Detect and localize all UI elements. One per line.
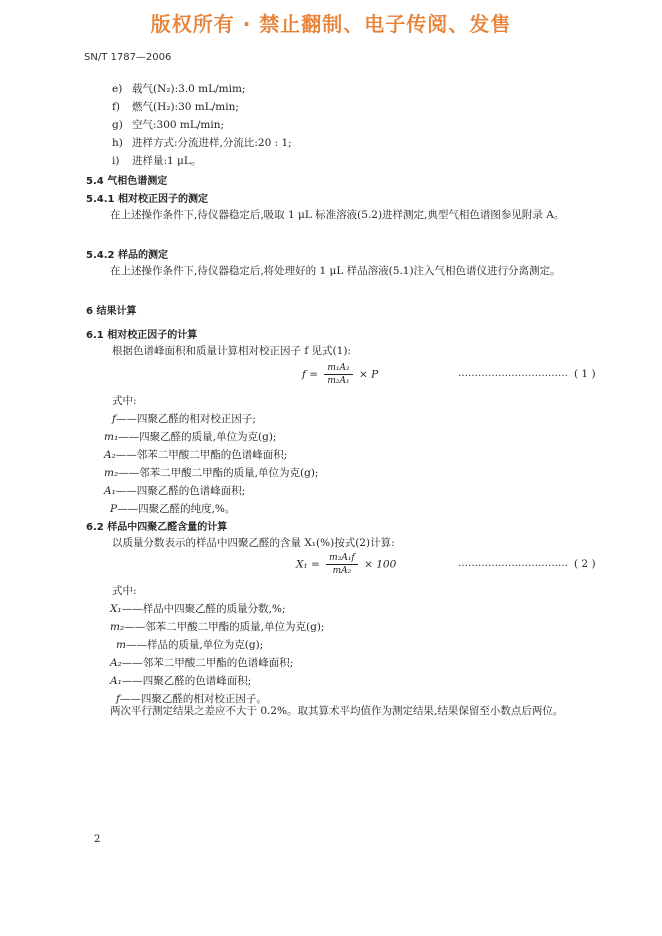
formula-1-denominator: m₂A₁ xyxy=(327,376,350,386)
definition-1-a2: A₂——邻苯二甲酸二甲酯的色谱峰面积; xyxy=(104,449,288,461)
section-heading-5-4-1: 5.4.1 相对校正因子的测定 xyxy=(86,194,208,205)
section-heading-6: 6 结果计算 xyxy=(86,306,137,317)
copyright-banner: 版权所有 · 禁止翻制、电子传阅、发售 xyxy=(150,12,512,36)
where-label-1: 式中: xyxy=(112,395,137,407)
formula-1-lhs: f = xyxy=(302,368,319,381)
definition-1-p: P——四聚乙醛的纯度,%。 xyxy=(110,503,236,515)
definition-1-m1: m₁——四聚乙醛的质量,单位为克(g); xyxy=(104,431,277,443)
paragraph-6-1: 根据色谱峰面积和质量计算相对校正因子 f 见式(1): xyxy=(112,345,351,357)
condition-text-e: 载气(N₂):3.0 mL/mim; xyxy=(132,83,246,95)
formula-2-denominator: mA₂ xyxy=(332,566,352,576)
standard-id: SN/T 1787—2006 xyxy=(84,52,172,63)
definition-2-m: m——样品的质量,单位为克(g); xyxy=(116,639,264,651)
condition-text-h: 进样方式:分流进样,分流比:20 : 1; xyxy=(132,137,292,149)
formula-2-number: ( 2 ) xyxy=(574,558,596,570)
definition-1-m2: m₂——邻苯二甲酸二甲酯的质量,单位为克(g); xyxy=(104,467,319,479)
formula-1-numerator: m₁A₂ xyxy=(324,362,352,375)
paragraph-final: 两次平行测定结果之差应不大于 0.2%。取其算术平均值作为测定结果,结果保留至小数点后两位。 xyxy=(110,705,564,717)
condition-marker-f: f) xyxy=(112,101,120,113)
condition-marker-h: h) xyxy=(112,137,123,149)
condition-text-i: 进样量:1 μL。 xyxy=(132,155,202,167)
definition-2-f: f——四聚乙醛的相对校正因子。 xyxy=(116,693,267,705)
section-heading-5-4: 5.4 气相色谱测定 xyxy=(86,176,168,187)
paragraph-6-2: 以质量分数表示的样品中四聚乙醛的含量 X₁(%)按式(2)计算: xyxy=(112,537,395,549)
paragraph-5-4-2: 在上述操作条件下,待仪器稳定后,将处理好的 1 μL 样品溶液(5.1)注入气相色谱仪进行分离测定。 xyxy=(110,265,561,277)
where-label-2: 式中: xyxy=(112,585,137,597)
formula-2-numerator: m₂A₁f xyxy=(326,552,358,565)
formula-1-leader: …………………………… xyxy=(458,368,568,379)
formula-2-tail: × 100 xyxy=(364,558,397,571)
formula-2-leader: …………………………… xyxy=(458,558,568,569)
formula-1-fraction xyxy=(324,362,352,387)
condition-text-f: 燃气(H₂):30 mL/min; xyxy=(132,101,239,113)
formula-2 xyxy=(296,552,396,577)
definition-2-m2: m₂——邻苯二甲酸二甲酯的质量,单位为克(g); xyxy=(110,621,325,633)
paragraph-5-4-1: 在上述操作条件下,待仪器稳定后,吸取 1 μL 标准溶液(5.2)进样测定,典型气相色谱图参见附录 A。 xyxy=(110,209,565,221)
definition-2-a2: A₂——邻苯二甲酸二甲酯的色谱峰面积; xyxy=(110,657,294,669)
formula-1-number: ( 1 ) xyxy=(574,368,596,380)
definition-2-a1: A₁——四聚乙醛的色谱峰面积; xyxy=(110,675,252,687)
condition-marker-g: g) xyxy=(112,119,123,131)
formula-1-tail: × P xyxy=(358,368,379,381)
condition-marker-e: e) xyxy=(112,83,123,95)
section-heading-5-4-2: 5.4.2 样品的测定 xyxy=(86,250,168,261)
definition-1-a1: A₁——四聚乙醛的色谱峰面积; xyxy=(104,485,246,497)
section-heading-6-1: 6.1 相对校正因子的计算 xyxy=(86,330,198,341)
section-heading-6-2: 6.2 样品中四聚乙醛含量的计算 xyxy=(86,522,228,533)
definition-2-x1: X₁——样品中四聚乙醛的质量分数,%; xyxy=(110,603,286,615)
formula-1 xyxy=(302,362,378,387)
condition-text-g: 空气:300 mL/min; xyxy=(132,119,224,131)
definition-1-f: f——四聚乙醛的相对校正因子; xyxy=(112,413,256,425)
formula-2-fraction xyxy=(326,552,358,577)
page-number: 2 xyxy=(94,834,101,845)
condition-marker-i: i) xyxy=(112,155,120,167)
formula-2-lhs: X₁ = xyxy=(296,558,320,571)
